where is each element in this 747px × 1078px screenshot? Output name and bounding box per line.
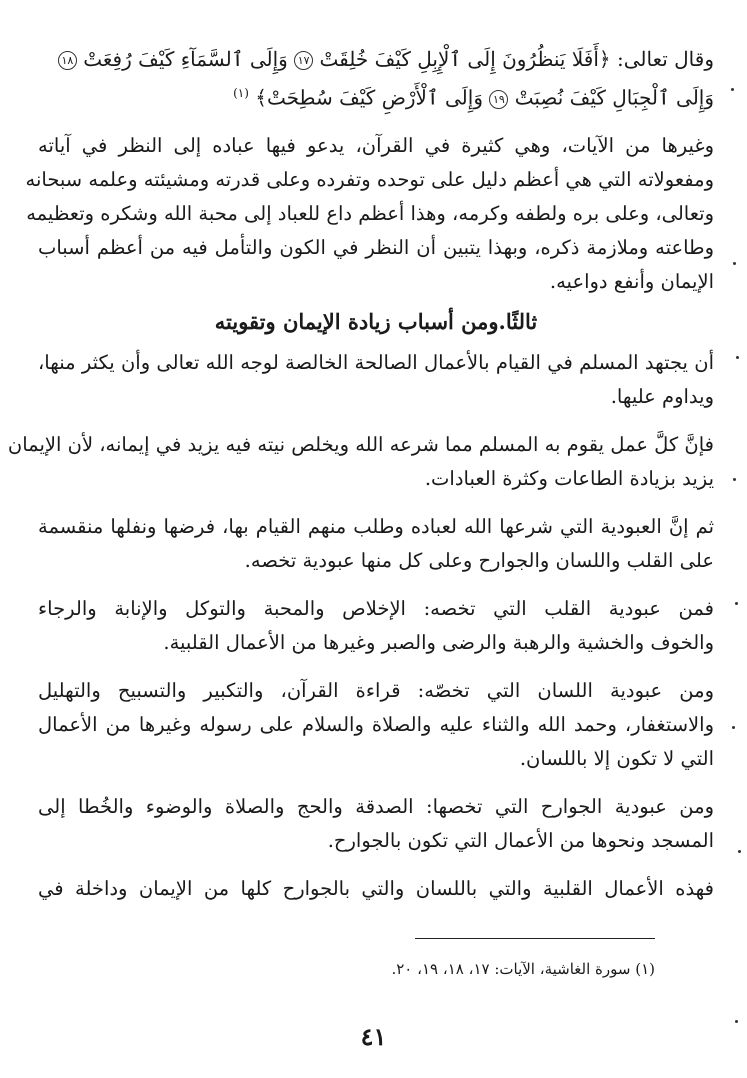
- margin-speck: [731, 88, 734, 91]
- quran-verse-line-2: [38, 76, 714, 115]
- paragraph-8: [38, 872, 714, 906]
- text-line: الإيمان وأنفع دواعيه.: [549, 269, 714, 293]
- text-line: ويداوم عليها.: [610, 384, 714, 408]
- margin-speck: [733, 478, 736, 481]
- margin-speck: [736, 356, 739, 359]
- footnote-reference: (١): [233, 86, 249, 100]
- footnote: (١) سورة الغاشية، الآيات: ١٧، ١٨، ١٩، ٢٠.: [391, 960, 655, 978]
- text-line: والخوف والخشية والرهبة والرضى والصبر وغيرها من الأعمال القلبية.: [163, 630, 714, 654]
- text-line: ومفعولاته التي هي أعظم دليل على توحده وتفرده وعلى قدرته ومشيئته وعلمه سبحانه: [25, 167, 714, 191]
- paragraph-4: [38, 510, 714, 578]
- ayah-number-marker: ١٩: [489, 90, 508, 109]
- section-heading: ثالثًا.ومن أسباب زيادة الإيمان وتقويته: [214, 308, 538, 334]
- text-line: على القلب واللسان والجوارح وعلى كل منها عبودية تخصه.: [244, 548, 714, 572]
- quran-text-2: وَإِلَى ٱلْجِبَالِ كَيْفَ نُصِبَتْ: [514, 85, 714, 110]
- text-line: فهذه الأعمال القلبية والتي باللسان والتي بالجوارح كلها من الإيمان وداخلة في: [38, 876, 714, 900]
- text-line: أن يجتهد المسلم في القيام بالأعمال الصالحة الخالصة لوجه الله تعالى وأن يكثر منها،: [38, 350, 714, 374]
- margin-speck: [735, 602, 738, 605]
- margin-speck: [735, 1020, 738, 1023]
- text-line: ومن عبودية اللسان التي تخصّه: قراءة القرآن، والتكبير والتسبيح والتهليل: [38, 678, 714, 702]
- ayah-number-marker: ١٨: [58, 51, 77, 70]
- quran-text-1: ﴿أَفَلَا يَنظُرُونَ إِلَى ٱلْإِبِلِ كَيْفَ خُلِقَتْ: [319, 47, 611, 71]
- text-line: فمن عبودية القلب التي تخصه: الإخلاص والمحبة والتوكل والإنابة والرجاء: [38, 596, 714, 620]
- ayah-number-marker: ١٧: [294, 51, 313, 70]
- paragraph-7: [38, 790, 714, 858]
- paragraph-6: [38, 674, 714, 776]
- text-line: يزيد بزيادة الطاعات وكثرة العبادات.: [424, 466, 714, 490]
- text-line: والاستغفار، وحمد الله والثناء عليه والصلاة والسلام على رسوله وغيرها من الأعمال: [38, 712, 714, 736]
- quran-text-2b: وَإِلَى ٱلْأَرْضِ كَيْفَ سُطِحَتْ﴾: [255, 85, 483, 110]
- text-line: وتعالى، وعلى بره ولطفه وكرمه، وهذا أعظم داع للعباد إلى محبة الله وشكره وتعظيمه: [26, 201, 714, 225]
- text-line: وطاعته وملازمة ذكره، وبهذا يتبين أن النظر في الكون والتأمل فيه من أعظم أسباب: [38, 235, 714, 259]
- paragraph-1: [25, 129, 714, 299]
- paragraph-3: [7, 428, 714, 496]
- text-line: ثم إنَّ العبودية التي شرعها الله لعباده وطلب منهم القيام بها، فرضها ونفلها منقسمة: [38, 514, 714, 538]
- margin-speck: [732, 726, 735, 729]
- margin-speck: [733, 262, 736, 265]
- text-line: فإنَّ كلَّ عمل يقوم به المسلم مما شرعه الله ويخلص نيته فيه يزيد في إيمانه، لأن الإيمان: [7, 432, 714, 456]
- quran-intro: وقال تعالى:: [616, 47, 714, 71]
- paragraph-5: [38, 592, 714, 660]
- text-line: ومن عبودية الجوارح التي تخصها: الصدقة والحج والصلاة والوضوء والخُطا إلى: [38, 794, 714, 818]
- text-line: المسجد ونحوها من الأعمال التي تكون بالجوارح.: [327, 828, 714, 852]
- margin-speck: [738, 850, 741, 853]
- paragraph-2: [38, 346, 714, 414]
- text-line: التي لا تكون إلا باللسان.: [519, 746, 714, 770]
- text-line: وغيرها من الآيات، وهي كثيرة في القرآن، يدعو فيها عباده إلى النظر في آياته: [38, 133, 714, 157]
- page-body: [7, 42, 714, 906]
- quran-verse-line-1: [38, 42, 714, 76]
- footnote-separator: [415, 938, 655, 939]
- quran-text-1b: وَإِلَى ٱلسَّمَآءِ كَيْفَ رُفِعَتْ: [83, 47, 288, 71]
- page-number: ٤١: [360, 1022, 387, 1051]
